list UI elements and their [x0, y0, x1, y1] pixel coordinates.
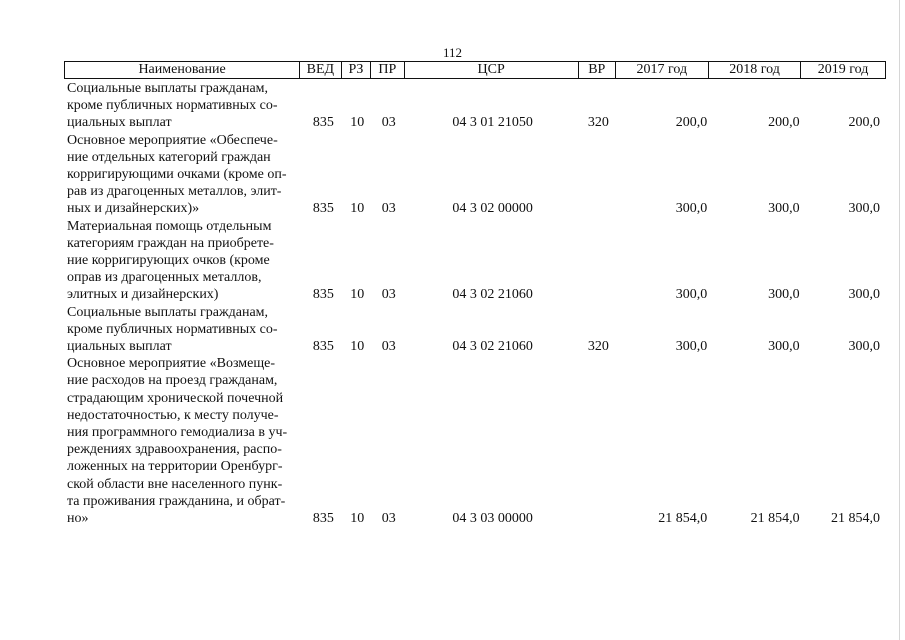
row-value-2017: 21 854,0 — [658, 511, 708, 527]
header-csr: ЦСР — [405, 62, 579, 78]
row-name-line: Основное мероприятие «Возмеще- — [67, 356, 276, 372]
row-value-2018: 200,0 — [768, 115, 800, 131]
row-name-line: кроме публичных нормативных со- — [67, 321, 278, 337]
row-name-line: Социальные выплаты гражданам, — [67, 304, 269, 320]
row-rz: 10 — [350, 287, 365, 303]
row-name-line: ние отдельных категорий граждан — [67, 149, 271, 165]
row-name-line: циальных выплат — [67, 339, 172, 355]
row-name-line: корригирующими очками (кроме оп- — [67, 167, 287, 183]
row-value-2019: 21 854,0 — [831, 511, 881, 527]
scan-edge-line — [899, 0, 900, 640]
row-value-2019: 300,0 — [848, 287, 881, 303]
row-name-line: элитных и дизайнерских) — [67, 287, 219, 303]
row-vr: 320 — [587, 115, 609, 131]
row-name-line: кроме публичных нормативных со- — [67, 98, 278, 114]
row-name-line: но» — [67, 511, 89, 527]
header-2017: 2017 год — [616, 62, 709, 78]
row-vr: 320 — [587, 339, 609, 355]
table-row — [64, 218, 886, 304]
row-csr: 04 3 02 21060 — [452, 339, 533, 355]
row-name-line: недостаточностью, к месту получе- — [67, 407, 279, 423]
page-number: 112 — [442, 45, 463, 60]
row-name — [64, 80, 299, 132]
row-value-2019: 300,0 — [848, 201, 881, 217]
row-pr: 03 — [381, 339, 396, 355]
row-name-line: реждениях здравоохранения, распо- — [67, 442, 282, 458]
row-rz: 10 — [350, 511, 365, 527]
row-value-2018: 300,0 — [768, 201, 800, 217]
row-name-line: ние расходов на проезд гражданам, — [67, 373, 278, 389]
row-value-2018: 300,0 — [768, 287, 800, 303]
row-name-line: страдающим хронической почечной — [67, 390, 284, 406]
row-value-2017: 300,0 — [675, 287, 708, 303]
row-name-line: ложенных на территории Оренбург- — [67, 459, 283, 475]
row-name — [64, 355, 299, 527]
header-name: Наименование — [65, 62, 300, 78]
row-rz: 10 — [350, 115, 365, 131]
row-name — [64, 218, 299, 304]
row-pr: 03 — [381, 201, 396, 217]
header-vr: ВР — [579, 62, 616, 78]
row-value-2018: 21 854,0 — [750, 511, 800, 527]
row-name-line: Социальные выплаты гражданам, — [67, 81, 269, 96]
row-value-2017: 300,0 — [675, 201, 708, 217]
table-body — [64, 80, 886, 527]
table-header — [64, 61, 886, 79]
row-name-line: ния программного гемодиализа в уч- — [67, 425, 288, 441]
row-name — [64, 132, 299, 218]
row-name-line: та проживания гражданина, и обрат- — [67, 493, 286, 509]
row-pr: 03 — [381, 115, 396, 131]
table-row — [64, 132, 886, 218]
row-csr: 04 3 01 21050 — [452, 115, 533, 131]
row-value-2017: 200,0 — [675, 115, 708, 131]
row-value-2019: 200,0 — [848, 115, 881, 131]
row-name — [64, 304, 299, 356]
row-value-2018: 300,0 — [768, 339, 800, 355]
row-value-2017: 300,0 — [675, 339, 708, 355]
row-pr: 03 — [381, 511, 396, 527]
row-csr: 04 3 02 21060 — [452, 287, 533, 303]
row-ved: 835 — [312, 511, 334, 527]
header-ved: ВЕД — [300, 62, 342, 78]
row-ved: 835 — [312, 339, 334, 355]
row-name-line: ных и дизайнерских)» — [67, 201, 200, 217]
table-row — [64, 304, 886, 356]
row-csr: 04 3 03 00000 — [452, 511, 533, 527]
row-ved: 835 — [312, 287, 334, 303]
row-name-line: циальных выплат — [67, 115, 172, 131]
row-ved: 835 — [312, 201, 334, 217]
row-rz: 10 — [350, 201, 365, 217]
row-name-line: Основное мероприятие «Обеспече- — [67, 132, 278, 148]
row-value-2019: 300,0 — [848, 339, 881, 355]
header-rz: РЗ — [342, 62, 372, 78]
table-row — [64, 80, 886, 132]
header-2019: 2019 год — [817, 62, 869, 77]
row-name-line: категориям граждан на приобрете- — [67, 235, 274, 251]
row-csr: 04 3 02 00000 — [452, 201, 533, 217]
row-rz: 10 — [350, 339, 365, 355]
header-pr: ПР — [371, 62, 404, 78]
row-name-line: оправ из драгоценных металлов, — [67, 270, 262, 286]
header-2018: 2018 год — [709, 62, 801, 78]
row-name-line: Материальная помощь отдельным — [67, 218, 272, 234]
row-name-line: рав из драгоценных металлов, элит- — [67, 184, 282, 200]
row-pr: 03 — [381, 287, 396, 303]
row-name-line: ской области вне населенного пунк- — [67, 476, 283, 492]
row-name-line: ние корригирующих очков (кроме — [67, 253, 270, 269]
row-ved: 835 — [312, 115, 334, 131]
table-row — [64, 355, 886, 527]
